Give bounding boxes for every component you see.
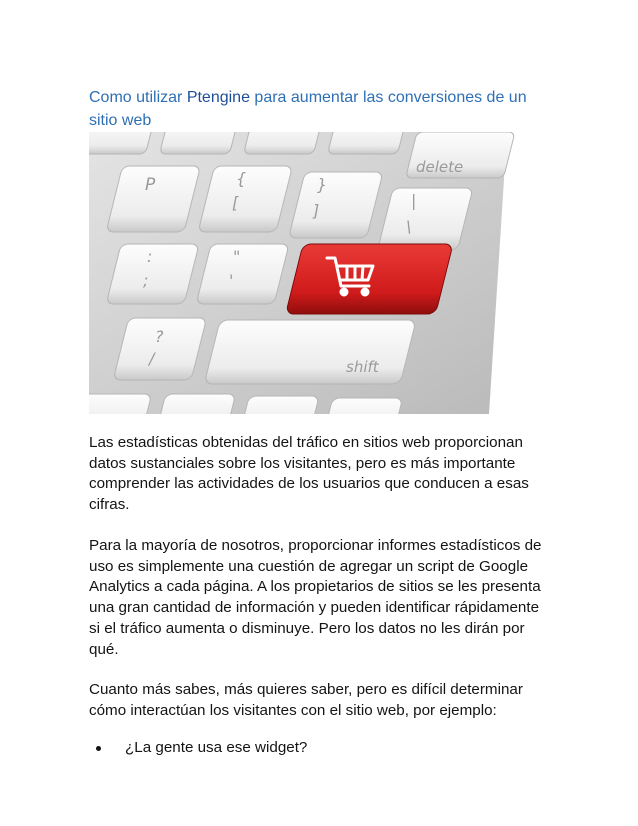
key-shift (204, 320, 416, 384)
title-suffix: para aumentar las conversiones de un sitio web (89, 89, 527, 129)
key-top-3 (244, 132, 322, 154)
list-item (89, 738, 549, 759)
key-label-shift: shift (346, 358, 379, 376)
hero-image-keyboard (89, 132, 549, 414)
key-label-apostrophe: ' (229, 271, 234, 290)
key-label-slash: / (149, 349, 155, 368)
key-top-2 (160, 132, 238, 154)
key-label-colon: : (147, 247, 153, 266)
key-colon (106, 244, 199, 304)
key-bottom-3 (239, 396, 319, 414)
key-label-bracket-close: ] (313, 201, 320, 220)
list-item-text: ¿La gente usa ese widget? (125, 739, 308, 756)
paragraph-3: Cuanto más sabes, más quieres saber, pero es difícil determinar cómo interactúan los visitantes con el sitio web, por ejemplo: (89, 681, 523, 719)
key-label-pipe: | (411, 191, 417, 210)
key-quote (196, 244, 289, 304)
key-label-semicolon: ; (143, 271, 149, 290)
key-bottom-4 (323, 398, 403, 414)
key-bottom-1 (89, 394, 152, 414)
key-top-1 (89, 132, 154, 154)
brand-name: Ptengine (186, 89, 250, 106)
key-pipe (378, 188, 473, 250)
key-label-bracket-open: [ (232, 193, 239, 212)
key-brace-close (289, 172, 383, 238)
bullet-list (89, 738, 549, 759)
key-label-backslash: \ (406, 217, 412, 236)
bullet-icon (96, 746, 101, 751)
title-prefix: Como utilizar (89, 89, 187, 106)
key-bottom-2 (156, 394, 236, 414)
article-title (89, 86, 549, 132)
key-label-question: ? (155, 327, 164, 346)
key-label-p: P (145, 175, 156, 195)
key-top-4 (328, 132, 406, 154)
key-label-brace-close: } (317, 175, 328, 194)
paragraph-1: Las estadísticas obtenidas del tráfico en sitios web proporcionan datos sustanciales sobre los visitantes, pero es más importante comprender las actividades de los usuarios que conducen a esas cifras. (89, 434, 529, 514)
key-label-quote: " (233, 247, 241, 266)
paragraph-2: Para la mayoría de nosotros, proporcionar informes estadísticos de uso es simplemente una cuestión de agregar un script de Google Analytics a cada página. A los propietarios de sitios se les presenta una gran cantidad de información y pueden identificar rápidamente si el tráfico aumenta o disminuye. Pero los datos no les dirán por qué. (89, 537, 542, 658)
key-label-brace-open: { (236, 169, 247, 188)
key-label-delete: delete (416, 158, 464, 176)
